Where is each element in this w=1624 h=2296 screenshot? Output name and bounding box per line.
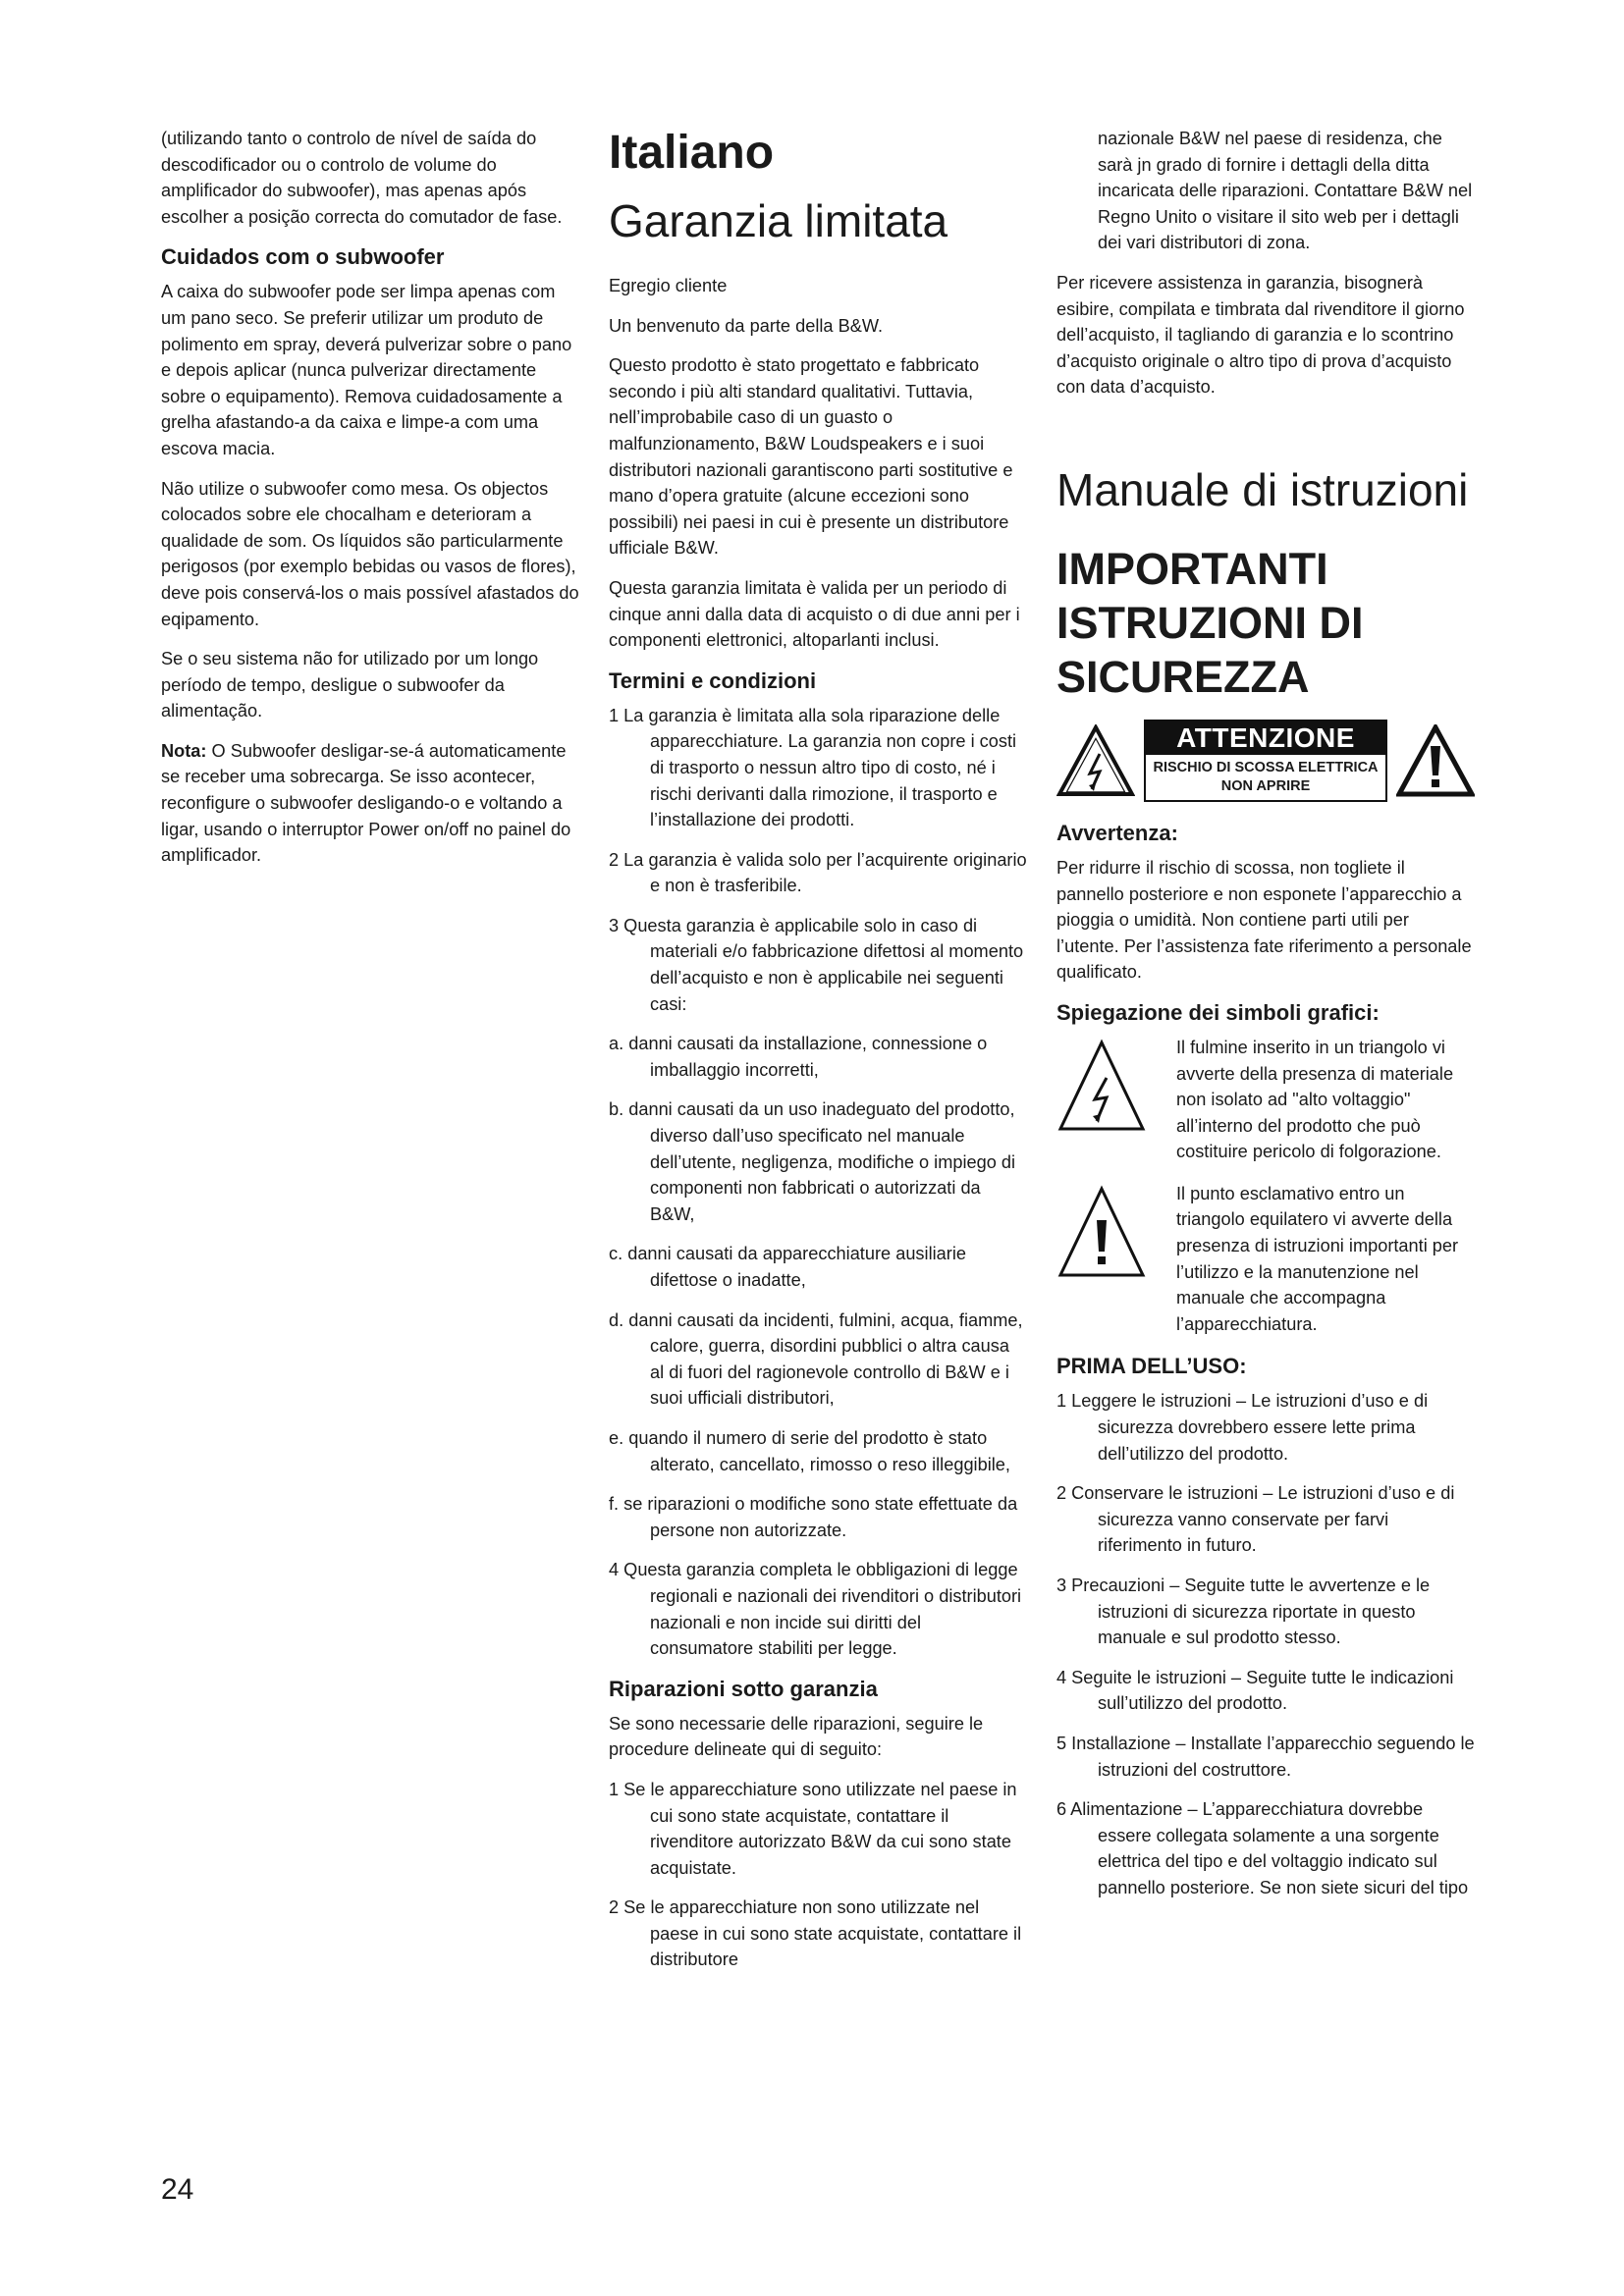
care-heading: Cuidados com o subwoofer <box>161 244 445 270</box>
attention-box <box>1144 720 1387 802</box>
prima-item-5: 5 Installazione – Installate l’apparecchio seguendo le istruzioni del costruttore. <box>1056 1733 1475 1780</box>
care-paragraph-1: A caixa do subwoofer pode ser limpa apenas com um pano seco. Se preferir utilizar um produto de polimento em spray, deverá pulverizar sobre o pano e depois aplicar (nunca pulverizar directamente sobre o equipamento). Remova cuidadosamente a grelha afastando-a da caixa e limpe-a com uma escova macia. <box>161 282 572 458</box>
note-paragraph <box>161 738 581 869</box>
terms-heading: Termini e condizioni <box>609 667 817 693</box>
prima-item-1: 1 Leggere le istruzioni – Le istruzioni d’uso e di sicurezza dovrebbero essere lette prima dell’utilizzo del prodotto. <box>1056 1391 1429 1464</box>
attention-text-line-1: RISCHIO DI SCOSSA ELETTRICA <box>1153 759 1379 775</box>
exclamation-triangle-icon <box>1396 724 1475 797</box>
prima-item-6: 6 Alimentazione – L’apparecchiatura dovrebbe essere collegata solamente a una sorgente elettrica del tipo e del voltaggio indicato sul pannello posteriore. Se non siete sicuri del tipo <box>1056 1799 1469 1897</box>
terms-item-4: 4 Questa garanzia completa le obbligazioni di legge regionali e nazionali dei rivenditori o distributori nazionali e non incide sui diritti del consumatore stabiliti per legge. <box>609 1560 1022 1659</box>
warranty-paragraph-1: Questo prodotto è stato progettato e fabbricato secondo i più alti standard qualitativi. Tuttavia, nell’improbabile caso di un guasto o malfunzionamento, B&W Loudspeakers e i suoi distributori nazionali garantiscono parti sostitutive e mano d’opera gratuite (alcune eccezioni sono possibili) nei paesi in cui è presente un distributore ufficiale B&W. <box>609 355 1013 559</box>
prima-item-2: 2 Conservare le istruzioni – Le istruzioni d’uso e di sicurezza vanno conservate per farvi riferimento in futuro. <box>1056 1483 1455 1556</box>
language-heading: Italiano <box>609 127 775 179</box>
terms-item-b: b. danni causati da un uso inadeguato del prodotto, diverso dall’uso specificato nel manuale dell’utente, negligenza, modifiche o impiego di componenti non fabbricati o autorizzati da B&W, <box>609 1099 1016 1224</box>
warranty-paragraph-2: Questa garanzia limitata è valida per un periodo di cinque anni dalla data di acquisto o di due anni per i componenti elettronici, altoparlanti inclusi. <box>609 577 1020 651</box>
terms-item-e: e. quando il numero di serie del prodotto è stato alterato, cancellato, rimosso o reso illeggibile, <box>609 1427 1010 1474</box>
repairs-continuation: nazionale B&W nel paese di residenza, che sarà jn grado di fornire i dettagli della ditta incaricata delle riparazioni. Contattare B&W nel Regno Unito o visitare il sito web per i dettagli dei vari distributori di zona. <box>1098 129 1473 253</box>
terms-item-a: a. danni causati da installazione, connessione o imballaggio incorretti, <box>609 1034 988 1080</box>
repairs-item-2: 2 Se le apparecchiature non sono utilizzate nel paese in cui sono state acquistate, contattare il distributore <box>609 1897 1022 1970</box>
note-text: O Subwoofer desligar-se-á automaticamente se receber uma sobrecarga. Se isso acontecer, reconfigure o subwoofer desligando-o e voltando a ligar, usando o interruptor Power on/off no painel do amplificador. <box>161 740 571 866</box>
warning-label <box>1056 720 1475 802</box>
lightning-triangle-icon <box>1056 724 1135 797</box>
avvertenza-heading: Avvertenza: <box>1056 820 1178 845</box>
manual-title: Manuale di istruzioni <box>1056 463 1469 515</box>
care-paragraph-2: Não utilize o subwoofer como mesa. Os objectos colocados sobre ele chocalham e deterioram a qualidade de som. Os líquidos são particularmente perigosos (por exemplo bebidas ou vasos de flores), deve pois conservá-los o mais possível afastados do eqipamento. <box>161 478 579 629</box>
avvertenza-text: Per ridurre il rischio di scossa, non togliete il pannello posteriore e non esponete l’apparecchio a pioggia o umidità. Non contiene parti utili per l’utente. Per l’assistenza fate riferimento a personale qualificato. <box>1056 857 1472 983</box>
prima-item-3: 3 Precauzioni – Seguite tutte le avvertenze e le istruzioni di sicurezza riportate in questo manuale e sul prodotto stesso. <box>1056 1575 1431 1648</box>
symbol-exclamation-text: Il punto esclamativo entro un triangolo equilatero vi avverte della presenza di istruzioni importanti per l’utilizzo e la manutenzione nel manuale che accompagna l’apparecchiatura. <box>1176 1183 1459 1334</box>
lightning-symbol-icon <box>1056 1039 1147 1133</box>
attention-text <box>1146 755 1385 800</box>
care-paragraph-3: Se o seu sistema não for utilizado por um longo período de tempo, desligue o subwoofer da alimentação. <box>161 649 539 721</box>
column-safety <box>1056 126 1475 1915</box>
symbol-lightning-text: Il fulmine inserito in un triangolo vi avverte della presenza di materiale non isolato ad "alto voltaggio" all’interno del prodotto che può costituire pericolo di folgorazione. <box>1176 1037 1454 1162</box>
terms-item-f: f. se riparazioni o modifiche sono state effettuate da persone non autorizzate. <box>609 1494 1018 1540</box>
important-heading <box>1056 542 1475 704</box>
terms-item-d: d. danni causati da incidenti, fulmini, acqua, fiamme, calore, guerra, disordini pubblici o altra causa al di fuori del ragionevole controllo di B&W e i suoi ufficiali distributori, <box>609 1309 1023 1409</box>
welcome: Un benvenuto da parte della B&W. <box>609 315 884 336</box>
prima-heading: PRIMA DELL’USO: <box>1056 1354 1247 1379</box>
assistance-paragraph: Per ricevere assistenza in garanzia, bisognerà esibire, compilata e timbrata dal rivenditore il giorno dell’acquisto, il tagliando di garanzia e lo scontrino d’acquisto originale o altro tipo di prova d’acquisto con data d’acquisto. <box>1056 272 1465 398</box>
column-warranty <box>609 126 1027 1987</box>
warranty-title: Garanzia limitata <box>609 195 948 246</box>
terms-item-1: 1 La garanzia è limitata alla sola riparazione delle apparecchiature. La garanzia non copre i costi di trasporto o nessun altro tipo di costo, né i rischi derivanti dalla rimozione, il trasporto e l’installazione dei prodotti. <box>609 705 1017 830</box>
symbol-lightning-row <box>1056 1035 1475 1165</box>
exclamation-symbol-icon <box>1056 1185 1147 1279</box>
symbol-exclamation-row <box>1056 1181 1475 1338</box>
note-label: Nota: <box>161 740 207 761</box>
important-heading-line-3: SICUREZZA <box>1056 651 1310 702</box>
intro-paragraph: (utilizando tanto o controlo de nível de saída do descodificador ou o controlo de volume do amplificador do subwoofer), mas apenas após escolher a posição correcta do comutador de fase. <box>161 129 563 227</box>
column-portuguese <box>161 126 581 882</box>
terms-item-2: 2 La garanzia è valida solo per l’acquirente originario e non è trasferibile. <box>609 849 1027 896</box>
repairs-intro: Se sono necessarie delle riparazioni, seguire le procedure delineate qui di seguito: <box>609 1713 984 1760</box>
important-heading-line-1: IMPORTANTI <box>1056 543 1328 594</box>
terms-item-3: 3 Questa garanzia è applicabile solo in caso di materiali e/o fabbricazione difettosi al momento dell’acquisto e non è applicabile nei seguenti casi: <box>609 915 1024 1014</box>
greeting: Egregio cliente <box>609 276 728 295</box>
page-number: 24 <box>161 2173 194 2206</box>
terms-item-c: c. danni causati da apparecchiature ausiliarie difettose o inadatte, <box>609 1244 966 1290</box>
attention-text-line-2: NON APRIRE <box>1220 777 1311 794</box>
important-heading-line-2: ISTRUZIONI DI <box>1056 597 1364 648</box>
symbols-heading: Spiegazione dei simboli grafici: <box>1056 999 1380 1025</box>
repairs-heading: Riparazioni sotto garanzia <box>609 1676 878 1701</box>
attention-title: ATTENZIONE <box>1146 721 1385 755</box>
repairs-item-1: 1 Se le apparecchiature sono utilizzate nel paese in cui sono state acquistate, contattare il rivenditore autorizzato B&W da cui sono state acquistate. <box>609 1779 1017 1878</box>
prima-item-4: 4 Seguite le istruzioni – Seguite tutte le indicazioni sull’utilizzo del prodotto. <box>1056 1667 1454 1714</box>
